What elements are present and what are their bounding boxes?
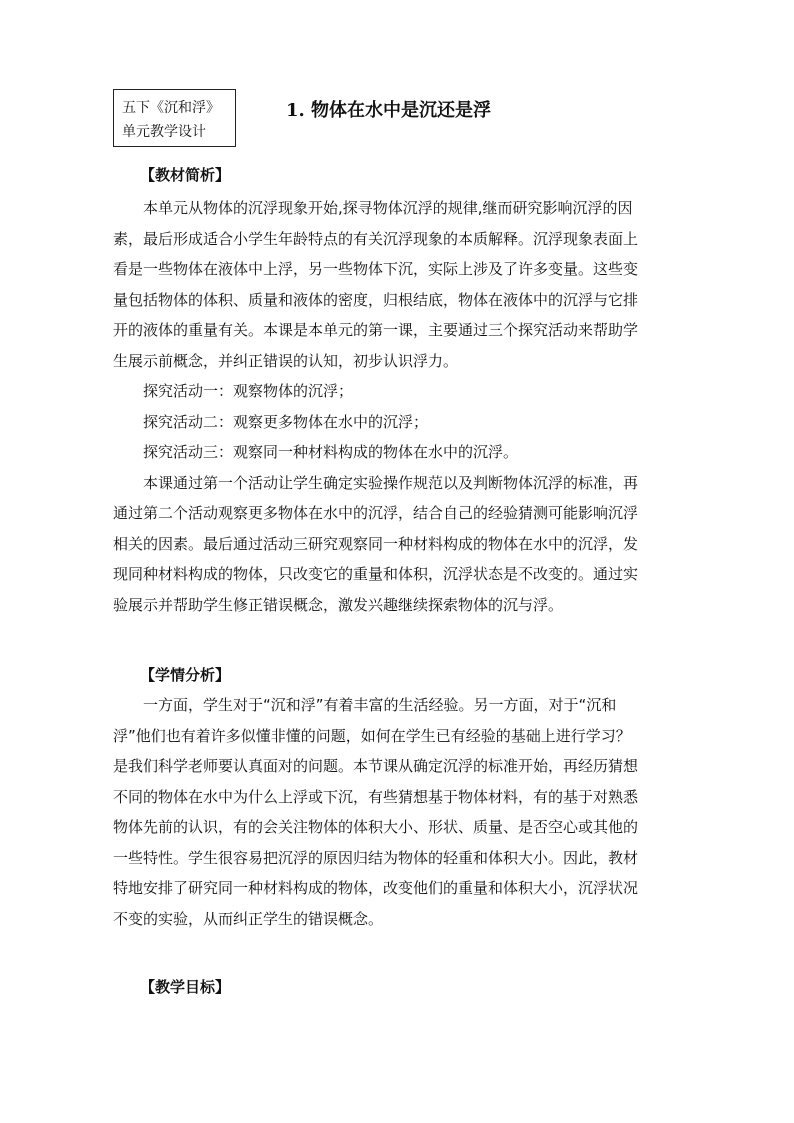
section-heading-student-analysis: 【学情分析】: [140, 666, 231, 684]
paragraph-line: 特地安排了研究同一种材料构成的物体，改变他们的重量和体积大小，沉浮状况: [113, 879, 639, 897]
paragraph-line: 是我们科学老师要认真面对的问题。本节课从确定沉浮的标准开始，再经历猜想: [113, 757, 639, 775]
paragraph-line: 现同种材料构成的物体，只改变它的重量和体积，沉浮状态是不改变的。通过实: [113, 565, 639, 583]
activity-line: 探究活动二：观察更多物体在水中的沉浮；: [143, 412, 429, 431]
unit-label-line2: 单元教学设计: [122, 124, 206, 140]
paragraph-line: 素，最后形成适合小学生年龄特点的有关沉浮现象的本质解释。沉浮现象表面上: [113, 229, 639, 248]
paragraph-line: 开的液体的重量有关。本课是本单元的第一课，主要通过三个探究活动来帮助学: [113, 321, 639, 339]
paragraph-line: 通过第二个活动观察更多物体在水中的沉浮，结合自己的经验猜测可能影响沉浮: [113, 504, 639, 522]
unit-label-line1: 五下《沉和浮》: [122, 100, 220, 116]
section-heading-teaching-goals: 【教学目标】: [140, 978, 231, 996]
paragraph-line: 相关的因素。最后通过活动三研究观察同一种材料构成的物体在水中的沉浮，发: [113, 534, 639, 553]
paragraph-line: 验展示并帮助学生修正错误概念，激发兴趣继续探索物体的沉与浮。: [113, 595, 564, 614]
paragraph-line: 生展示前概念，并纠正错误的认知，初步认识浮力。: [113, 351, 459, 370]
textbook-analysis-body: [113, 193, 673, 620]
paragraph-line: 本课通过第一个活动让学生确定实验操作规范以及判断物体沉浮的标准，再: [143, 473, 639, 492]
activity-line: 探究活动三：观察同一种材料构成的物体在水中的沉浮。: [143, 443, 519, 461]
paragraph-line: 不变的实验，从而纠正学生的错误概念。: [113, 909, 384, 928]
student-analysis-body: [113, 690, 673, 934]
paragraph-line: 不同的物体在水中为什么上浮或下沉，有些猜想基于物体材料，有的基于对熟悉: [113, 787, 639, 806]
page-title: 1. 物体在水中是沉还是浮: [286, 100, 492, 121]
paragraph-line: 一些特性。学生很容易把沉浮的原因归结为物体的轻重和体积大小。因此，教材: [113, 848, 639, 867]
paragraph-line: 量包括物体的体积、质量和液体的密度，归根结底，物体在液体中的沉浮与它排: [113, 290, 639, 309]
paragraph-line: 浮”他们也有着许多似懂非懂的问题，如何在学生已有经验的基础上进行学习？: [113, 726, 631, 745]
paragraph-line: 看是一些物体在液体中上浮，另一些物体下沉，实际上涉及了许多变量。这些变: [113, 260, 639, 278]
activity-line: 探究活动一：观察物体的沉浮；: [143, 382, 354, 400]
section-heading-textbook-analysis: 【教材简析】: [140, 166, 231, 184]
paragraph-line: 物体先前的认识，有的会关注物体的体积大小、形状、质量、是否空心或其他的: [113, 818, 639, 836]
paragraph-line: 一方面，学生对于“沉和浮”有着丰富的生活经验。另一方面，对于“沉和: [143, 696, 617, 714]
paragraph-line: 本单元从物体的沉浮现象开始,探寻物体沉浮的规律,继而研究影响沉浮的因: [143, 199, 633, 217]
unit-label-box: [113, 89, 236, 147]
